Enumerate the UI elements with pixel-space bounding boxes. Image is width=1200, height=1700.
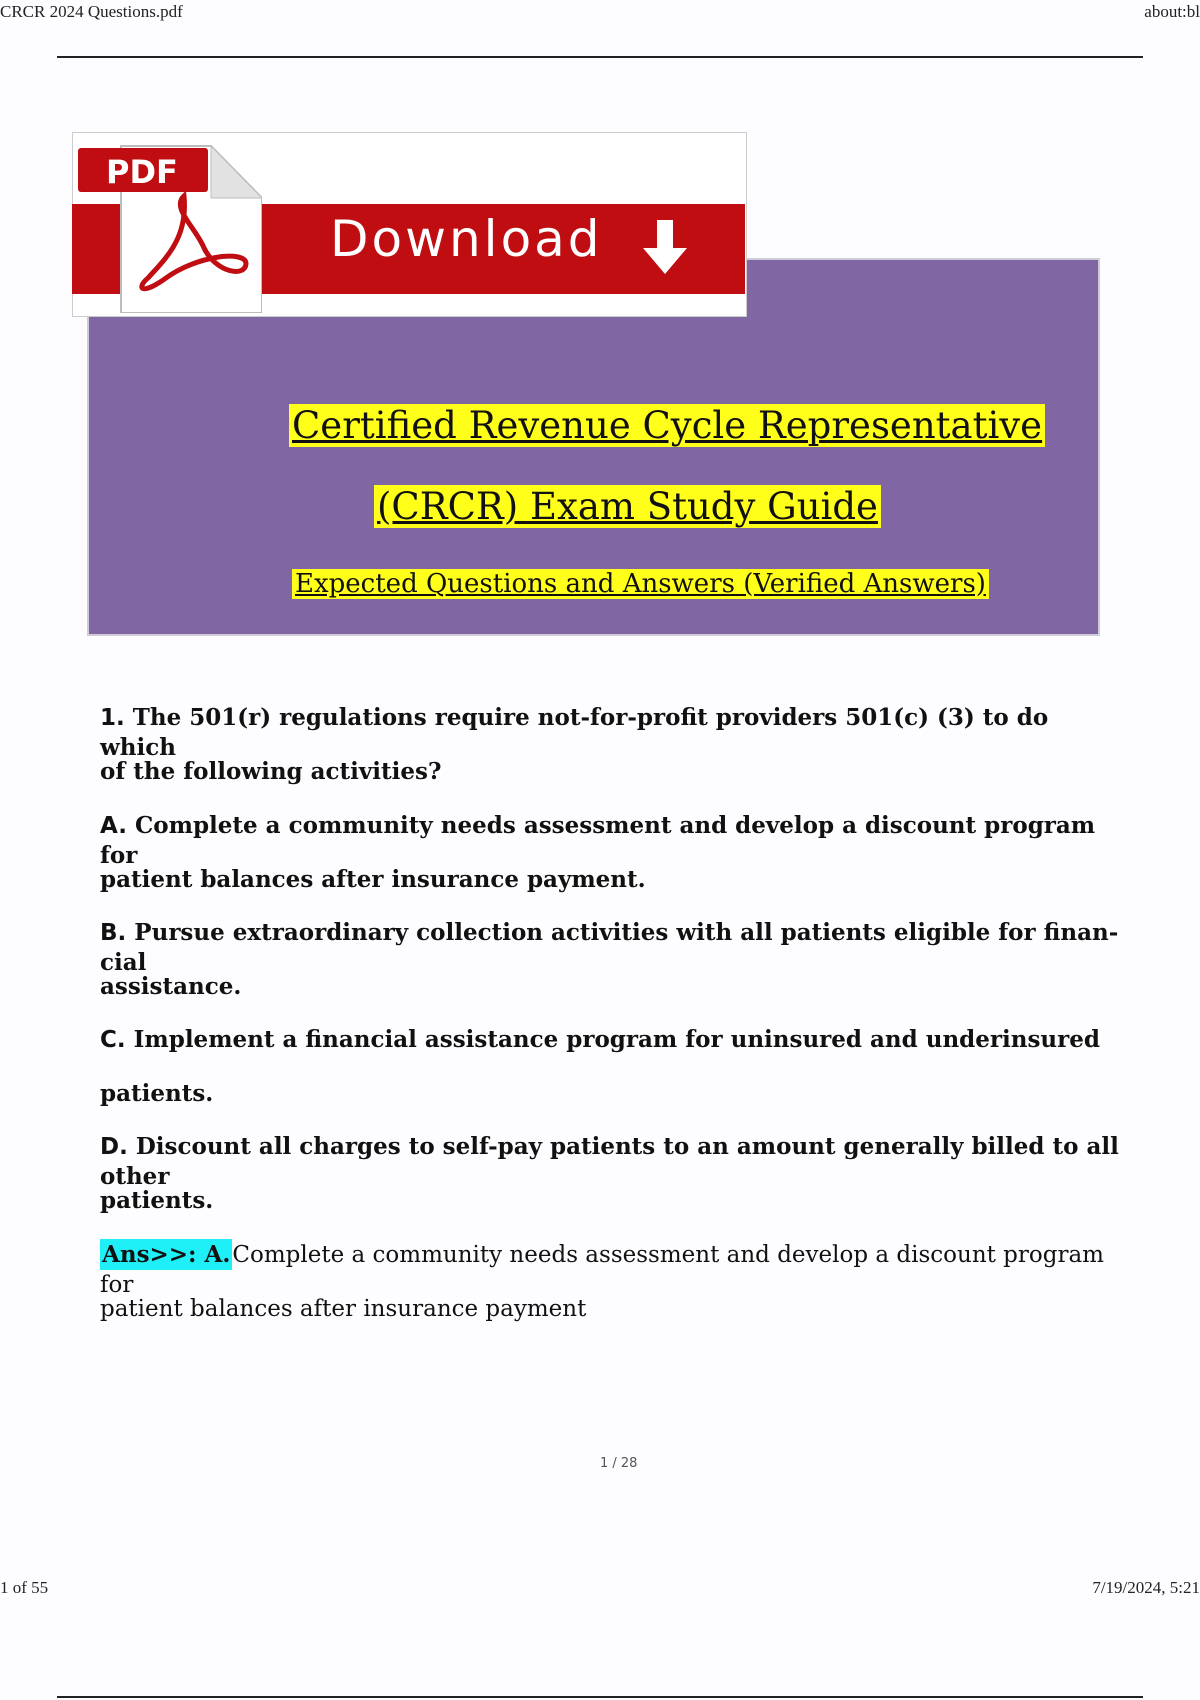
option-d bbox=[100, 1132, 1120, 1192]
option-b-line2: assistance. bbox=[100, 973, 242, 1000]
print-footer-datetime: 7/19/2024, 5:21 bbox=[1092, 1578, 1200, 1597]
option-b-label: B. bbox=[100, 920, 127, 946]
print-header-filename: CRCR 2024 Questions.pdf bbox=[0, 2, 183, 21]
option-c-label: C. bbox=[100, 1027, 126, 1053]
pdf-file-icon bbox=[76, 138, 262, 313]
print-header-url: about:bl bbox=[1144, 2, 1200, 21]
header-divider bbox=[57, 56, 1143, 58]
option-b bbox=[100, 918, 1120, 978]
pdf-badge-text: PDF bbox=[106, 153, 178, 191]
banner-title-line1: Certified Revenue Cycle Representative bbox=[289, 404, 1045, 447]
option-c-line1: Implement a financial assistance program for uninsured and underinsured bbox=[133, 1026, 1100, 1053]
inner-page-number: 1 / 28 bbox=[600, 1456, 638, 1471]
option-d-line2: patients. bbox=[100, 1187, 214, 1214]
question-number: 1. bbox=[100, 705, 125, 731]
footer-divider bbox=[57, 1696, 1143, 1698]
option-a-line1: Complete a community needs assessment and develop a discount program for bbox=[100, 812, 1096, 869]
answer-label: Ans>>: A. bbox=[102, 1241, 231, 1268]
banner-subtitle: Expected Questions and Answers (Verified Answers) bbox=[292, 569, 989, 599]
question-stem-line1: The 501(r) regulations require not-for-profit providers 501(c) (3) to do which bbox=[100, 704, 1049, 761]
answer-line2: patient balances after insurance payment bbox=[100, 1296, 587, 1322]
answer-line1: Complete a community needs assessment and develop a discount program for bbox=[100, 1242, 1104, 1298]
question-stem-line2: of the following activities? bbox=[100, 758, 442, 785]
option-d-line1: Discount all charges to self-pay patients to an amount generally billed to all other bbox=[100, 1133, 1119, 1190]
download-arrow-icon bbox=[640, 218, 690, 278]
banner-title-line2: (CRCR) Exam Study Guide bbox=[374, 485, 881, 528]
option-c bbox=[100, 1025, 1120, 1055]
download-label[interactable]: Download bbox=[330, 210, 603, 268]
option-c-line2: patients. bbox=[100, 1080, 214, 1107]
question-stem bbox=[100, 703, 1120, 763]
option-a-line2: patient balances after insurance payment. bbox=[100, 866, 646, 893]
option-d-label: D. bbox=[100, 1134, 128, 1160]
option-b-line1: Pursue extraordinary collection activities with all patients eligible for finan- cial bbox=[100, 919, 1119, 976]
option-a-label: A. bbox=[100, 813, 127, 839]
print-footer-page: 1 of 55 bbox=[0, 1578, 49, 1597]
answer bbox=[100, 1240, 1120, 1300]
option-a bbox=[100, 811, 1120, 871]
